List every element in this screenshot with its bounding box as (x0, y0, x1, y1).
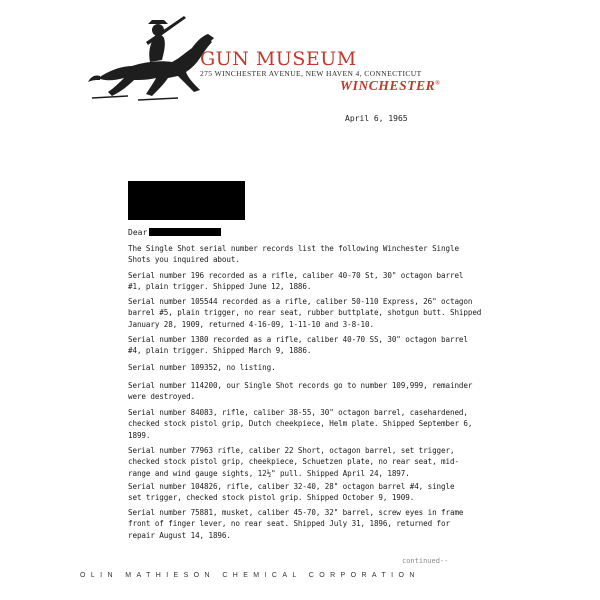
corporate-footer: OLIN MATHIESON CHEMICAL CORPORATION (80, 572, 420, 579)
paragraph-line: Serial number 104826, rifle, caliber 32-40, 28" octagon barrel #4, single (128, 482, 455, 491)
paragraph-line: Serial number 196 recorded as a rifle, caliber 40-70 St, 30" octagon barrel (128, 271, 464, 280)
paragraph-line: Serial number 84083, rifle, caliber 38-55, 30" octagon barrel, casehardened, (128, 408, 468, 417)
paragraph-line: range and wind gauge sights, 12½" pull. Shipped April 24, 1897. (128, 468, 410, 478)
brand-name: WINCHESTER (340, 78, 436, 93)
paragraph-line: 1899. (128, 430, 151, 440)
paragraph-line: The Single Shot serial number records list the following Winchester Single (128, 244, 459, 253)
letter-date: April 6, 1965 (345, 114, 408, 123)
salutation-text: Dear (128, 228, 148, 237)
paragraph-serial-84083 (128, 407, 508, 441)
paragraph-line: Serial number 77963 rifle, caliber 22 Short, octagon barrel, set trigger, (128, 446, 455, 455)
redacted-address-block (128, 181, 245, 220)
paragraph-serial-104826 (128, 481, 508, 504)
paragraph-line: #1, plain trigger. Shipped June 12, 1886. (128, 282, 312, 292)
brand-wordmark (340, 78, 440, 94)
paragraph-serial-1380 (128, 334, 508, 357)
paragraph-serial-196 (128, 270, 508, 293)
horse-rider-icon (88, 8, 218, 103)
paragraph-line: repair August 14, 1896. (128, 530, 231, 540)
continued-note: continued-- (402, 557, 449, 565)
museum-title: GUN MUSEUM (200, 48, 357, 70)
paragraph-serial-75881 (128, 507, 508, 541)
paragraph-line: #4, plain trigger. Shipped March 9, 1886. (128, 346, 312, 356)
paragraph-line: Serial number 1380 recorded as a rifle, caliber 40-70 SS, 30" octagon barrel (128, 335, 468, 344)
paragraph-line: Serial number 109352, no listing. (128, 363, 276, 372)
paragraph-line: set trigger, checked stock pistol grip. Shipped October 9, 1909. (128, 493, 415, 503)
paragraph-line: Serial number 105544 recorded as a rifle, caliber 50-110 Express, 26" octagon (128, 297, 473, 306)
paragraph-line: Serial number 75881, musket, caliber 45-70, 32" barrel, screw eyes in frame (128, 508, 464, 517)
paragraph-line: checked stock pistol grip, cheekpiece, Schuetzen plate, no rear seat, mid- (128, 457, 459, 467)
paragraph-line: Shots you inquired about. (128, 255, 240, 265)
paragraph-line: January 28, 1909, returned 4-16-09, 1-11-10 and 3-8-10. (128, 319, 374, 329)
registered-mark: ® (435, 80, 441, 87)
paragraph-line: front of finger lever, no rear seat. Shipped July 31, 1896, returned for (128, 519, 450, 529)
paragraph-line: checked stock pistol grip, Dutch cheekpiece, Helm plate. Shipped September 6, (128, 419, 473, 429)
redacted-name (149, 228, 221, 236)
museum-address: 275 WINCHESTER AVENUE, NEW HAVEN 4, CONNECTICUT (200, 69, 422, 78)
salutation (128, 228, 221, 237)
paragraph-intro (128, 243, 508, 266)
paragraph-line: Serial number 114200, our Single Shot records go to number 109,999, remainder (128, 381, 473, 390)
paragraph-serial-109352 (128, 362, 508, 373)
paragraph-serial-105544 (128, 296, 508, 330)
paragraph-serial-114200 (128, 380, 508, 403)
paragraph-line: barrel #5, plain trigger, no rear seat, rubber buttplate, shotgun butt. Shipped (128, 308, 482, 318)
paragraph-serial-77963 (128, 445, 508, 479)
paragraph-line: were destroyed. (128, 392, 196, 402)
